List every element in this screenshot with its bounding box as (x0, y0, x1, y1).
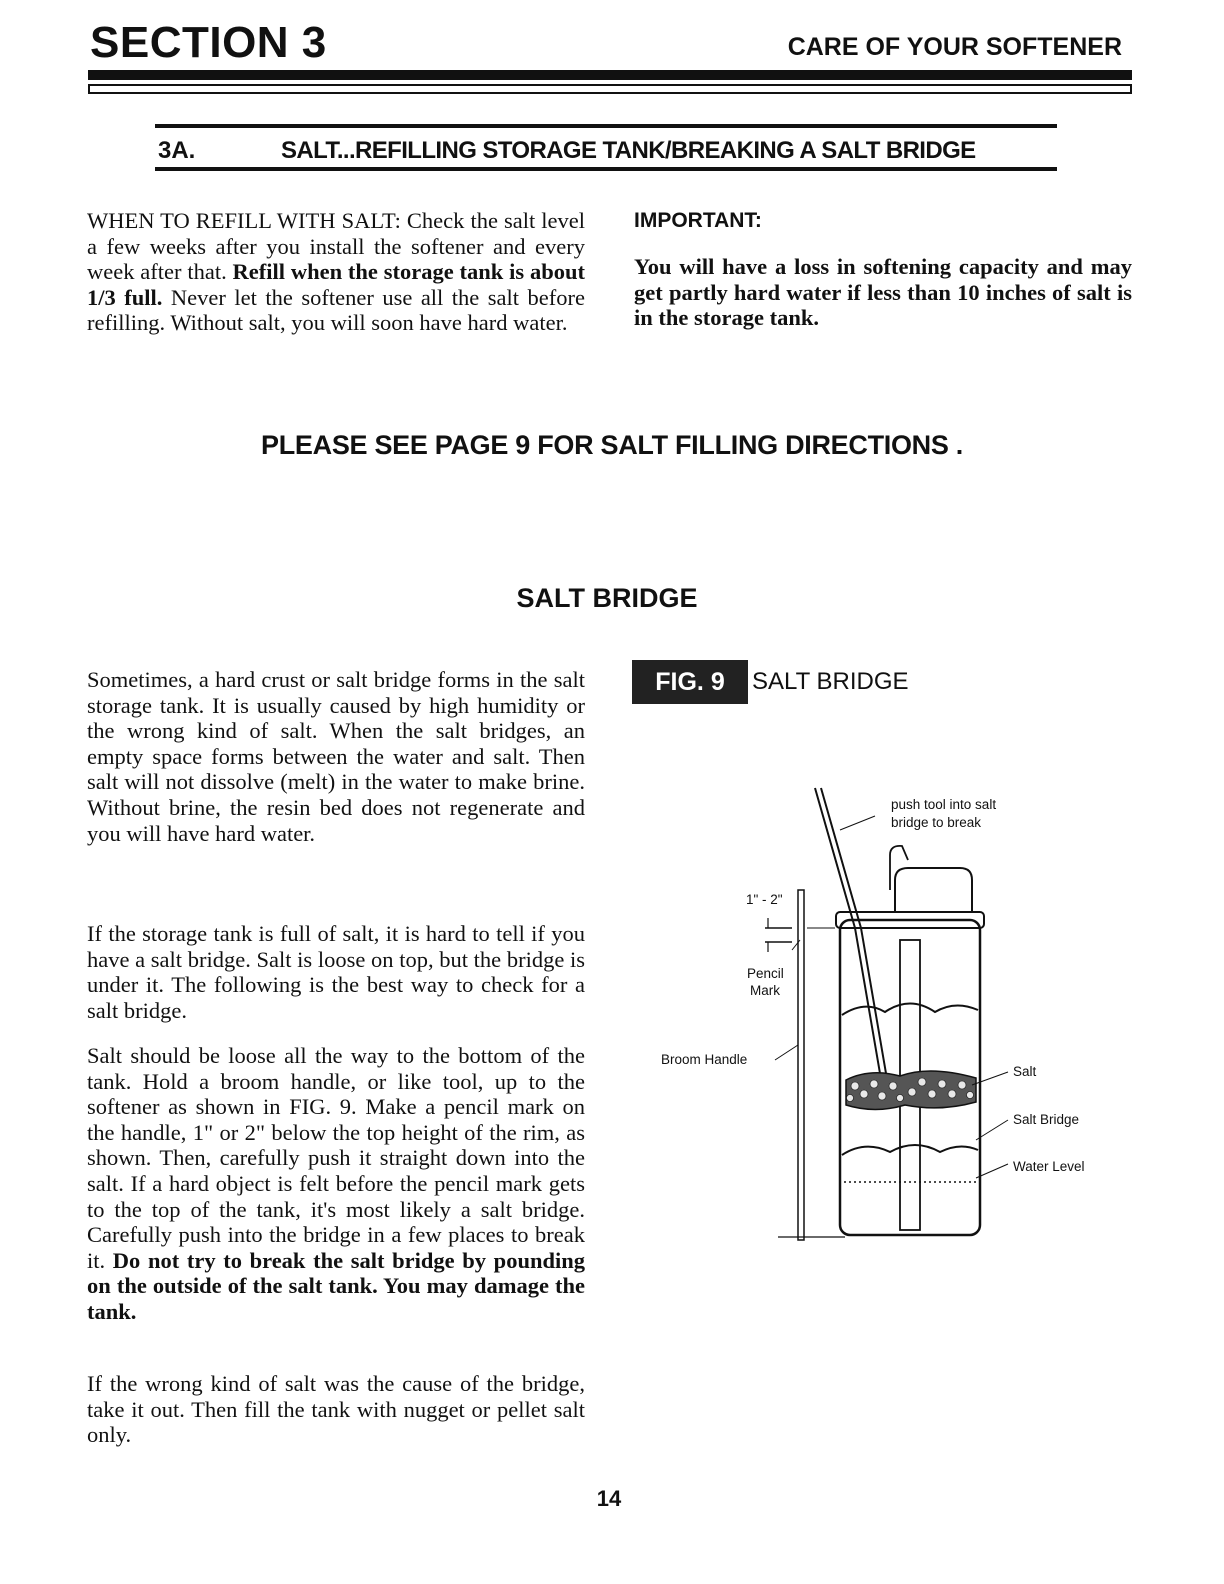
salt-bridge-paragraph-4: If the wrong kind of salt was the cause of the bridge, take it out. Then fill the tank with nugget or pellet salt only. (87, 1371, 585, 1448)
gap-label: 1" - 2" (746, 892, 783, 907)
header-rule (88, 70, 1132, 80)
valve-head (895, 868, 972, 912)
subsection-number: 3A. (158, 137, 196, 164)
salt-surface (842, 1004, 978, 1016)
mark-label: Mark (750, 983, 780, 998)
broom-leader (775, 1045, 798, 1060)
brine-surface (842, 1145, 978, 1155)
important-label: IMPORTANT: (634, 209, 762, 232)
salt-bridge-heading: SALT BRIDGE (516, 583, 698, 613)
section-number: SECTION 3 (90, 18, 327, 67)
salt-leader (972, 1072, 1008, 1085)
water-level-label: Water Level (1013, 1159, 1085, 1174)
subsection-rule-top (155, 124, 1057, 128)
refill-lead: WHEN TO REFILL WITH SALT: Check the salt level a few weeks after you install the softener and every week after that. (87, 208, 585, 285)
subsection-title: SALT...REFILLING STORAGE TANK/BREAKING A SALT BRIDGE (281, 137, 976, 164)
refill-rest: Never let the softener use all the salt before refilling. Without salt, you will soon have hard water. (87, 284, 585, 336)
salt-label: Salt (1013, 1064, 1037, 1079)
pencil-label: Pencil (747, 966, 784, 981)
salt-bridge-paragraph-3-text: Salt should be loose all the way to the bottom of the tank. Hold a broom handle, or like tool, up to the softener as shown in FIG. 9. Make a pencil mark on the handle, 1" or 2" below the top height of the rim, as shown. Then, carefully push it straight down into the salt. If a hard object is felt before the pencil mark gets to the top of the tank, it's most likely a salt bridge. Carefully push into the bridge in a few places to break it. (87, 1043, 585, 1273)
refill-bold: Refill when the storage tank is about 1/3 full. (87, 259, 585, 310)
page-number: 14 (596, 1486, 622, 1511)
salt-filling-reference: PLEASE SEE PAGE 9 FOR SALT FILLING DIRECTIONS . (261, 430, 963, 460)
figure-caption: SALT BRIDGE (752, 668, 909, 695)
push-tool-shaft-b (821, 788, 861, 928)
broom-handle-shape (798, 890, 804, 1240)
header-rule-outline (88, 84, 1132, 94)
push-tool-label-2: bridge to break (891, 815, 982, 830)
pencil-leader (792, 940, 800, 950)
salt-bridge-label: Salt Bridge (1013, 1112, 1080, 1127)
salt-bridge-paragraph-2: If the storage tank is full of salt, it is hard to tell if you have a salt bridge. Salt is loose on top, but the bridge is under it. The following is the best way to check for a salt bridge. (87, 921, 585, 1023)
push-tool-label-1: push tool into salt (891, 797, 997, 812)
salt-bridge-warning: Do not try to break the salt bridge by pounding on the outside of the salt tank. You may damage the tank. (87, 1247, 586, 1324)
salt-bridge-paragraph-1: Sometimes, a hard crust or salt bridge forms in the salt storage tank. It is usually caused by high humidity or the wrong kind of salt. When the salt bridges, an empty space forms between the water and salt. Then salt will not dissolve (melt) in the water to make brine. Without brine, the resin bed does not regenerate and you will have hard water. (87, 667, 585, 846)
salt-bridge-paragraph-3 (87, 1043, 585, 1325)
section-title: CARE OF YOUR SOFTENER (787, 33, 1122, 61)
push-tool-leader (840, 816, 875, 830)
important-text: You will have a loss in softening capacity and may get partly hard water if less than 10 inches of salt is in the storage tank. (634, 254, 1132, 331)
subsection-rule-bottom (155, 167, 1057, 171)
figure-tag: FIG. 9 (632, 660, 748, 704)
salt-bridge-illustration (650, 780, 1120, 1250)
push-tool-shaft-a (815, 788, 855, 928)
broom-label: Broom Handle (661, 1052, 748, 1067)
refill-paragraph (87, 208, 585, 336)
